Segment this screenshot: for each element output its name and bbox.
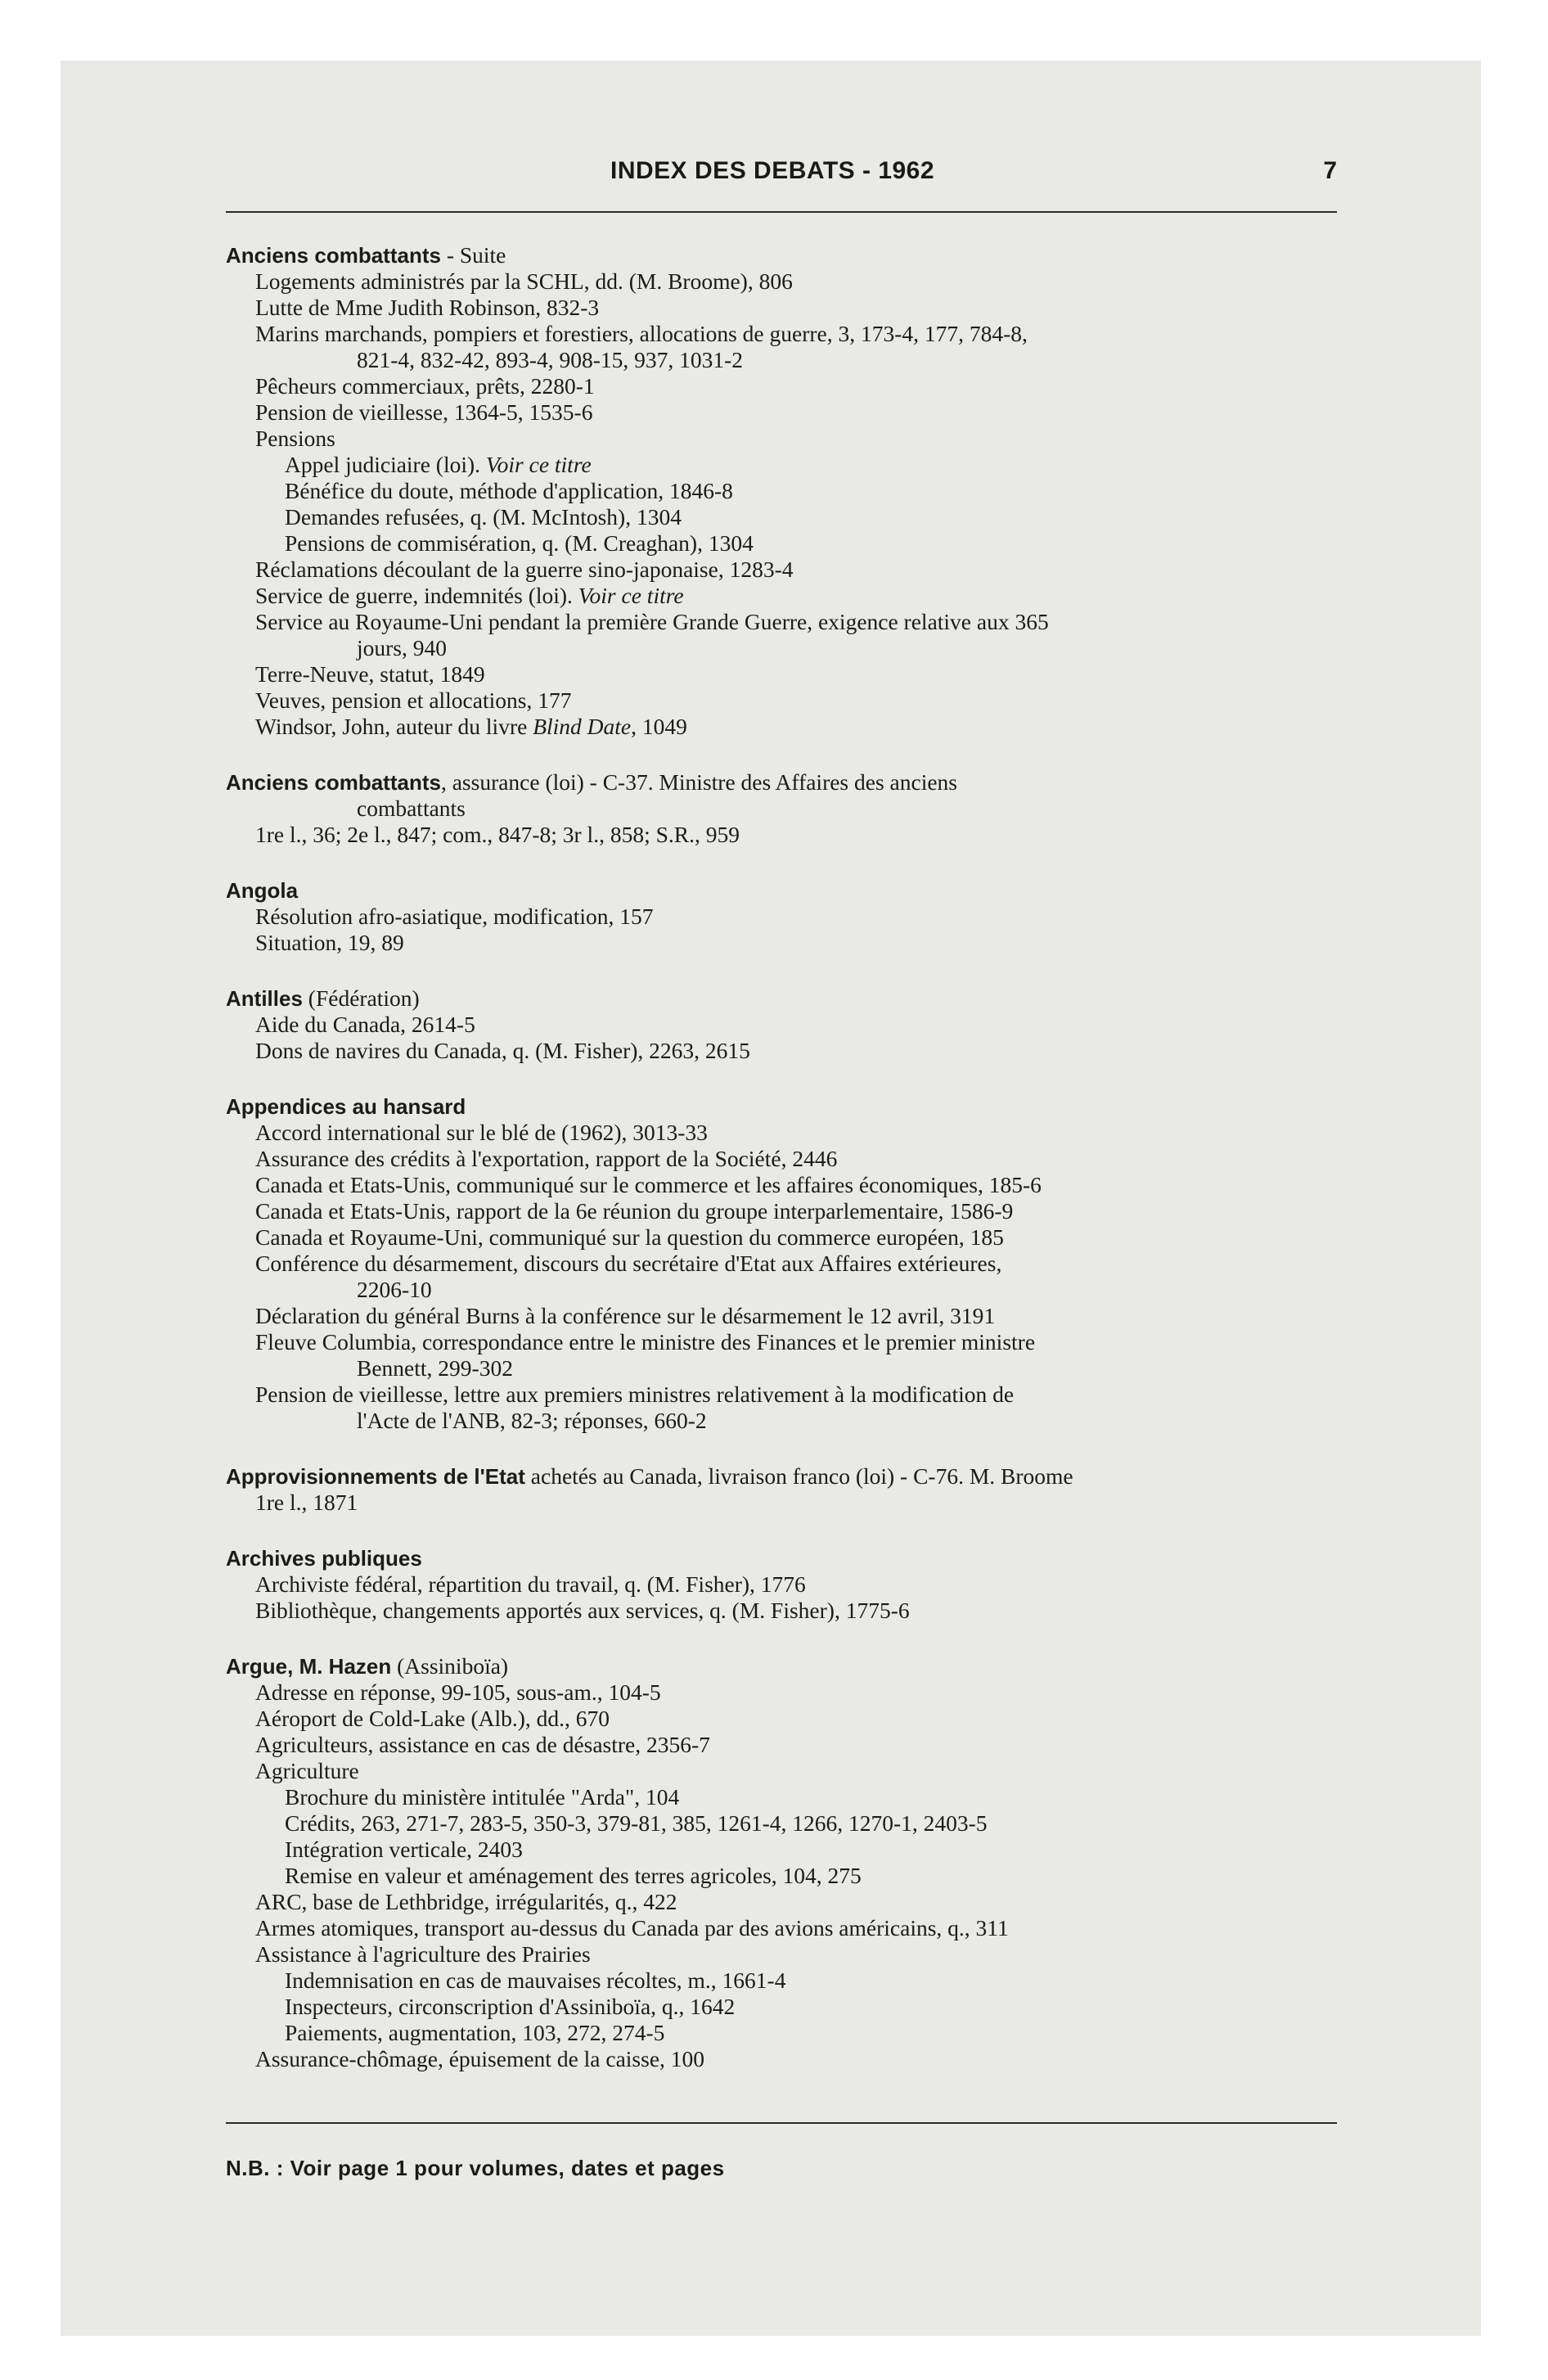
- subentry: Service de guerre, indemnités (loi). Voir ce titre: [255, 583, 684, 608]
- entry-heading: [226, 877, 1342, 904]
- entry-term: Approvisionnements de l'Etat: [226, 1464, 525, 1489]
- sub-subentry: Bénéfice du doute, méthode d'application, 1846-8: [285, 478, 733, 503]
- footer-rule: [226, 2122, 1337, 2124]
- entry-term: Antilles: [226, 986, 303, 1011]
- entry-term: Angola: [226, 878, 299, 903]
- header-rule: [226, 211, 1337, 213]
- subentry: Lutte de Mme Judith Robinson, 832-3: [255, 295, 600, 320]
- subentry: Fleuve Columbia, correspondance entre le ministre des Finances et le premier ministre: [255, 1329, 1036, 1355]
- subentry: 1re l., 1871: [255, 1490, 358, 1515]
- subentry: Aéroport de Cold-Lake (Alb.), dd., 670: [255, 1706, 610, 1731]
- subentry: Marins marchands, pompiers et forestiers, allocations de guerre, 3, 173-4, 177, 784-8,: [255, 321, 1028, 346]
- cross-reference: Voir ce titre: [578, 583, 684, 608]
- page-title: INDEX DES DEBATS - 1962: [610, 157, 935, 184]
- sub-subentry: Intégration verticale, 2403: [285, 1837, 523, 1862]
- subentry: Agriculture: [255, 1758, 359, 1783]
- entry-term: Anciens combattants: [226, 770, 441, 795]
- subentry: Agriculteurs, assistance en cas de désastre, 2356-7: [255, 1732, 710, 1757]
- subentry-continuation: Bennett, 299-302: [357, 1355, 513, 1381]
- entry-term: Anciens combattants: [226, 243, 441, 268]
- sub-subentry: Brochure du ministère intitulée "Arda", 104: [285, 1784, 680, 1810]
- subentry: 1re l., 36; 2e l., 847; com., 847-8; 3r l., 858; S.R., 959: [255, 822, 740, 847]
- subentry: Pensions: [255, 426, 335, 451]
- sub-subentry: Pensions de commisération, q. (M. Creaghan), 1304: [285, 530, 754, 556]
- index-entry-argue: [226, 1653, 1342, 2072]
- index-entry-anciens-combattants: [226, 242, 1342, 740]
- subentry: Adresse en réponse, 99-105, sous-am., 104-5: [255, 1679, 661, 1705]
- index-entry-antilles: [226, 985, 1342, 1064]
- index-entry-angola: [226, 877, 1342, 956]
- subentry: Conférence du désarmement, discours du secrétaire d'Etat aux Affaires extérieures,: [255, 1251, 1002, 1276]
- index-entry-archives-publiques: [226, 1545, 1342, 1624]
- subentry: ARC, base de Lethbridge, irrégularités, q., 422: [255, 1889, 677, 1914]
- sub-subentry: Crédits, 263, 271-7, 283-5, 350-3, 379-81, 385, 1261-4, 1266, 1270-1, 2403-5: [285, 1810, 988, 1836]
- page-number: 7: [1323, 157, 1337, 184]
- subentry: Archiviste fédéral, répartition du travail, q. (M. Fisher), 1776: [255, 1571, 806, 1597]
- entry-heading: [226, 1545, 1342, 1571]
- entry-heading: Approvisionnements de l'Etat achetés au Canada, livraison franco (loi) - C-76. M. Broome: [226, 1463, 1073, 1489]
- subentry-continuation: l'Acte de l'ANB, 82-3; réponses, 660-2: [357, 1408, 707, 1433]
- index-entry-appendices: [226, 1093, 1342, 1434]
- sub-subentry: Remise en valeur et aménagement des terres agricoles, 104, 275: [285, 1863, 862, 1888]
- subentry-continuation: jours, 940: [357, 635, 447, 660]
- subentry: Assurance des crédits à l'exportation, rapport de la Société, 2446: [255, 1146, 838, 1171]
- sub-subentry: Paiements, augmentation, 103, 272, 274-5: [285, 2020, 665, 2045]
- sub-subentry: Indemnisation en cas de mauvaises récoltes, m., 1661-4: [285, 1968, 786, 1993]
- subentry: Aide du Canada, 2614-5: [255, 1012, 475, 1037]
- footer-note: N.B. : Voir page 1 pour volumes, dates et pages: [226, 2156, 725, 2180]
- entry-term: Appendices au hansard: [226, 1094, 466, 1119]
- subentry: Logements administrés par la SCHL, dd. (M. Broome), 806: [255, 268, 793, 294]
- subentry: Situation, 19, 89: [255, 930, 404, 955]
- index-entry-approvisionnements: [226, 1463, 1342, 1516]
- sub-subentry: Inspecteurs, circonscription d'Assiniboïa, q., 1642: [285, 1994, 736, 2019]
- subentry: Pêcheurs commerciaux, prêts, 2280-1: [255, 373, 595, 399]
- entry-term: Archives publiques: [226, 1546, 422, 1571]
- sub-subentry: Demandes refusées, q. (M. McIntosh), 1304: [285, 504, 682, 530]
- subentry: Dons de navires du Canada, q. (M. Fisher), 2263, 2615: [255, 1038, 750, 1063]
- subentry: Bibliothèque, changements apportés aux services, q. (M. Fisher), 1775-6: [255, 1598, 910, 1623]
- subentry: Pension de vieillesse, lettre aux premiers ministres relativement à la modification de: [255, 1382, 1015, 1407]
- entry-heading: Antilles (Fédération): [226, 985, 420, 1011]
- subentry: Accord international sur le blé de (1962), 3013-33: [255, 1120, 708, 1145]
- subentry: Canada et Royaume-Uni, communiqué sur la question du commerce européen, 185: [255, 1224, 1004, 1250]
- subentry: Armes atomiques, transport au-dessus du Canada par des avions américains, q., 311: [255, 1915, 1009, 1941]
- subentry: Assurance-chômage, épuisement de la caisse, 100: [255, 2046, 705, 2071]
- cross-reference: Voir ce titre: [485, 452, 592, 477]
- subentry: Pension de vieillesse, 1364-5, 1535-6: [255, 399, 593, 425]
- book-title: Blind Date: [533, 714, 632, 739]
- subentry: Service au Royaume-Uni pendant la première Grande Guerre, exigence relative aux 365: [255, 609, 1049, 634]
- page-header: [226, 157, 1337, 198]
- entry-heading: Argue, M. Hazen (Assiniboïa): [226, 1653, 509, 1679]
- subentry: Réclamations découlant de la guerre sino-japonaise, 1283-4: [255, 557, 794, 582]
- subentry: Canada et Etats-Unis, rapport de la 6e réunion du groupe interparlementaire, 1586-9: [255, 1198, 1014, 1224]
- entry-heading-continuation: combattants: [357, 796, 466, 821]
- entry-term: Argue, M. Hazen: [226, 1654, 392, 1679]
- subentry: Résolution afro-asiatique, modification, 157: [255, 904, 654, 929]
- subentry: Canada et Etats-Unis, communiqué sur le commerce et les affaires économiques, 185-6: [255, 1172, 1042, 1197]
- subentry-continuation: 821-4, 832-42, 893-4, 908-15, 937, 1031-2: [357, 347, 744, 372]
- subentry: Assistance à l'agriculture des Prairies: [255, 1941, 591, 1967]
- entry-heading: [226, 1093, 1342, 1120]
- subentry-continuation: 2206-10: [357, 1277, 432, 1302]
- index-entry-anciens-combattants-assurance: [226, 769, 1342, 848]
- subentry: Terre-Neuve, statut, 1849: [255, 661, 485, 687]
- entry-heading: Anciens combattants, assurance (loi) - C-37. Ministre des Affaires des anciens: [226, 769, 958, 795]
- subentry: Déclaration du général Burns à la conférence sur le désarmement le 12 avril, 3191: [255, 1303, 996, 1328]
- index-content: [226, 242, 1342, 2102]
- subentry: Veuves, pension et allocations, 177: [255, 687, 572, 713]
- subentry: Windsor, John, auteur du livre Blind Date, 1049: [255, 714, 687, 739]
- sub-subentry: Appel judiciaire (loi). Voir ce titre: [285, 452, 592, 477]
- entry-heading: Anciens combattants - Suite: [226, 242, 506, 268]
